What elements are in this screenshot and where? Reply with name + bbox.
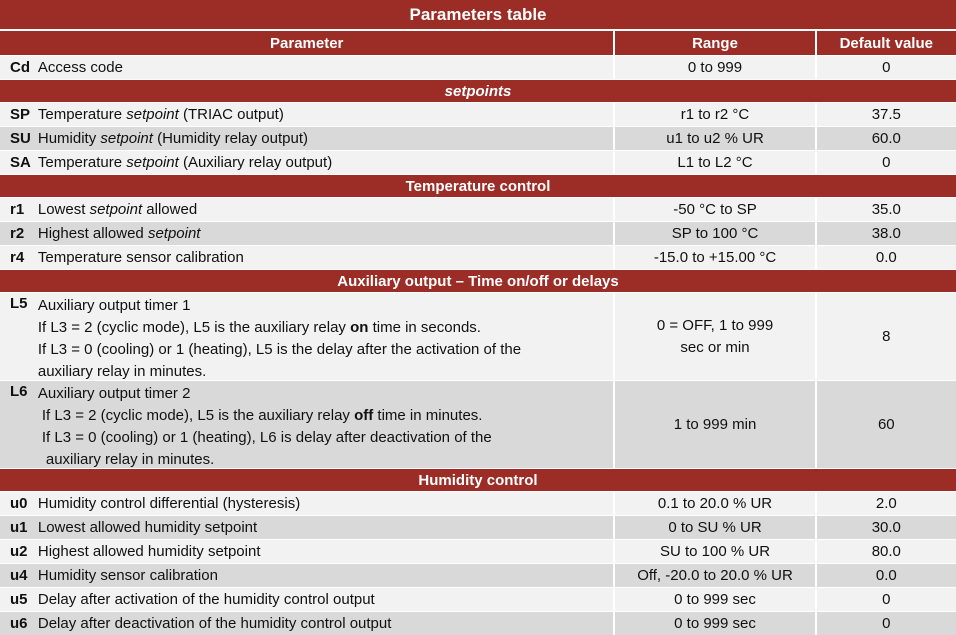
table-row <box>0 150 956 174</box>
table-row <box>0 539 956 563</box>
param-code: SA <box>10 154 31 171</box>
table-row <box>0 292 956 380</box>
param-desc: Humidity setpoint (Humidity relay output) <box>37 130 308 147</box>
param-code: L5 <box>10 295 28 312</box>
param-code: u6 <box>10 615 28 632</box>
param-default: 37.5 <box>815 103 956 126</box>
param-desc: Temperature setpoint (TRIAC output) <box>37 106 284 123</box>
param-default: 0 <box>815 151 956 174</box>
table-row <box>0 55 956 79</box>
param-default: 38.0 <box>815 222 956 245</box>
param-range: 0 to 999 sec <box>613 612 814 635</box>
param-range: 0 to SU % UR <box>613 516 814 539</box>
table-row <box>0 587 956 611</box>
param-range: u1 to u2 % UR <box>613 127 814 150</box>
table-row <box>0 491 956 515</box>
param-desc: Lowest allowed humidity setpoint <box>37 519 258 536</box>
section-auxiliary: Auxiliary output – Time on/off or delays <box>0 269 956 292</box>
param-desc: Highest allowed setpoint <box>37 225 201 242</box>
param-range: SP to 100 °C <box>613 222 814 245</box>
param-default: 30.0 <box>815 516 956 539</box>
param-range: SU to 100 % UR <box>613 540 814 563</box>
param-desc: Humidity control differential (hysteresis) <box>37 495 301 512</box>
param-code: u4 <box>10 567 28 584</box>
param-default: 60.0 <box>815 127 956 150</box>
header-default: Default value <box>815 31 956 55</box>
param-default: 0 <box>815 588 956 611</box>
param-desc: Auxiliary output timer 2 If L3 = 2 (cyclic mode), L5 is the auxiliary relay off time in minutes. If L3 = 0 (cooling) or 1 (heating), L6 is delay after deactivation of the auxiliary relay in minutes. <box>37 385 492 468</box>
section-setpoints: setpoints <box>0 79 956 102</box>
param-desc: Temperature sensor calibration <box>37 249 244 266</box>
param-range: 0.1 to 20.0 % UR <box>613 492 814 515</box>
param-default: 0 <box>815 56 956 79</box>
param-default: 80.0 <box>815 540 956 563</box>
param-range: -15.0 to +15.00 °C <box>613 246 814 269</box>
header-parameter: Parameter <box>270 34 344 52</box>
param-desc: Auxiliary output timer 1 If L3 = 2 (cyclic mode), L5 is the auxiliary relay on time in seconds. If L3 = 0 (cooling) or 1 (heating), L5 is the delay after the activation of the auxiliary relay in minutes. <box>37 297 522 380</box>
table-header <box>0 29 956 55</box>
param-desc: Lowest setpoint allowed <box>37 201 198 218</box>
header-range: Range <box>613 31 814 55</box>
table-row <box>0 611 956 635</box>
param-default: 2.0 <box>815 492 956 515</box>
table-row <box>0 515 956 539</box>
param-code: L6 <box>10 383 28 400</box>
param-desc: Access code <box>37 59 123 76</box>
param-range: 0 to 999 <box>613 56 814 79</box>
param-default: 0.0 <box>815 246 956 269</box>
param-code: r4 <box>10 249 25 266</box>
param-range: 1 to 999 min <box>613 381 814 468</box>
param-code: u5 <box>10 591 28 608</box>
table-title: Parameters table <box>0 0 956 29</box>
param-code: r1 <box>10 201 25 218</box>
param-range: 0 = OFF, 1 to 999 sec or min <box>613 293 814 380</box>
param-code: Cd <box>10 59 30 76</box>
param-default: 0.0 <box>815 564 956 587</box>
param-code: SP <box>10 106 31 123</box>
table-row <box>0 245 956 269</box>
table-row <box>0 126 956 150</box>
param-code: u1 <box>10 519 28 536</box>
table-row <box>0 221 956 245</box>
param-range: -50 °C to SP <box>613 198 814 221</box>
table-row <box>0 563 956 587</box>
param-default: 35.0 <box>815 198 956 221</box>
section-temperature: Temperature control <box>0 174 956 197</box>
section-humidity: Humidity control <box>0 468 956 491</box>
param-range: 0 to 999 sec <box>613 588 814 611</box>
param-range: Off, -20.0 to 20.0 % UR <box>613 564 814 587</box>
table-row <box>0 380 956 468</box>
param-code: SU <box>10 130 31 147</box>
param-desc: Temperature setpoint (Auxiliary relay output) <box>37 154 333 171</box>
table-row <box>0 197 956 221</box>
param-desc: Delay after activation of the humidity control output <box>37 591 375 608</box>
param-desc: Highest allowed humidity setpoint <box>37 543 261 560</box>
param-desc: Humidity sensor calibration <box>37 567 218 584</box>
param-default: 60 <box>815 381 956 468</box>
param-desc: Delay after deactivation of the humidity control output <box>37 615 392 632</box>
param-default: 8 <box>815 293 956 380</box>
param-range: L1 to L2 °C <box>613 151 814 174</box>
table-row <box>0 102 956 126</box>
param-range: r1 to r2 °C <box>613 103 814 126</box>
param-code: u2 <box>10 543 28 560</box>
param-code: r2 <box>10 225 25 242</box>
param-code: u0 <box>10 495 28 512</box>
param-default: 0 <box>815 612 956 635</box>
